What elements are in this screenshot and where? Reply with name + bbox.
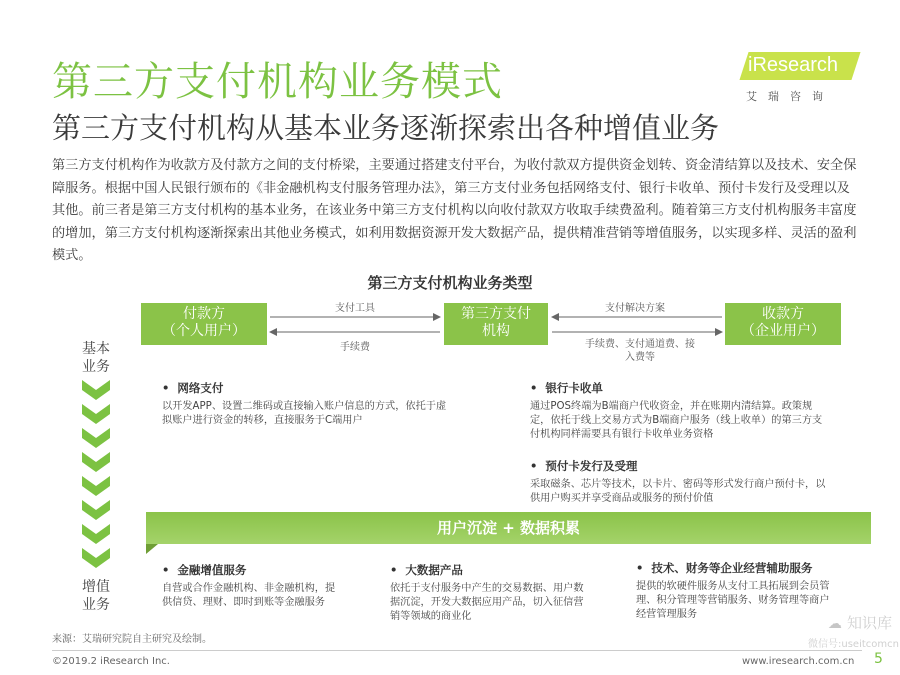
platform-name-1: 第三方支付 xyxy=(461,306,531,322)
accumulation-band: 用户沉淀 + 数据积累 xyxy=(146,512,871,544)
item-text: 自营或合作金融机构、非金融机构，提供信贷、理财、即时到账等金融服务 xyxy=(162,583,336,608)
payee-type: （企业用户） xyxy=(741,323,825,339)
label-fee-left: 手续费 xyxy=(340,342,370,353)
item-title: • 网络支付 xyxy=(162,381,224,395)
basic-item-prepaid-card xyxy=(530,458,830,506)
value-added-label: 增值业务 xyxy=(82,579,110,613)
value-item-big-data xyxy=(390,562,590,624)
item-title: • 金融增值服务 xyxy=(162,563,247,577)
watermark-id: 微信号:useitcomcn xyxy=(808,639,899,650)
logo-brand: iResearch xyxy=(748,54,839,76)
page-number: 5 xyxy=(874,651,883,667)
page-title: 第三方支付机构业务模式 xyxy=(52,59,503,105)
page-subtitle: 第三方支付机构从基本业务逐渐探索出各种增值业务 xyxy=(52,111,720,145)
item-text: 采取磁条、芯片等技术，以卡片、密码等形式发行商户预付卡，以供用户购买并享受商品或服务的预付价值 xyxy=(530,479,826,504)
payer-name: 付款方 xyxy=(183,306,225,322)
item-text: 提供的软硬件服务从支付工具拓展到会员管理、积分管理等营销服务、财务管理等商户经营管理服务 xyxy=(636,581,830,620)
payee-name: 收款方 xyxy=(762,306,804,322)
basic-business-label: 基本业务 xyxy=(82,341,110,375)
item-title-text: 预付卡发行及受理 xyxy=(545,459,638,473)
logo-cn: 艾瑞咨询 xyxy=(746,90,834,103)
item-title: • 预付卡发行及受理 xyxy=(530,459,638,473)
source-note: 来源：艾瑞研究院自主研究及绘制。 xyxy=(52,634,212,645)
label-tools: 支付工具 xyxy=(335,303,375,314)
watermark-name: 知识库 xyxy=(846,614,892,632)
value-item-enterprise-support xyxy=(636,560,836,622)
basic-item-network-payment xyxy=(162,380,452,428)
item-title-text: 技术、财务等企业经营辅助服务 xyxy=(651,561,813,575)
wechat-icon: ☁ xyxy=(827,616,842,632)
label-solution: 支付解决方案 xyxy=(605,303,665,314)
label-fee-right: 手续费、支付通道费、接入费等 xyxy=(585,339,695,363)
value-item-financial xyxy=(162,562,342,610)
intro-paragraph: 第三方支付机构作为收款方及付款方之间的支付桥梁，主要通过搭建支付平台，为收付款双方提供资金划转、资金清结算以及技术、安全保障服务。根据中国人民银行颁布的《非金融机构支付服务管理办法》，第三方支付业务包括网络支付、银行卡收单、预付卡发行及受理以及其他。前三者是第三方支付机构的基本业务，在该业务中第三方支付机构以向收付款双方收取手续费盈利。随着第三方支付机构服务丰富度的增加，第三方支付机构逐渐探索出其他业务模式，如利用数据资源开发大数据产品，提供精准营销等增值服务，以实现多样、灵活的盈利模式。 xyxy=(52,158,857,263)
item-text: 以开发APP、设置二维码或直接输入账户信息的方式，依托于虚拟账户进行资金的转移，直接服务于C端用户 xyxy=(162,401,447,426)
footer-url: www.iresearch.com.cn xyxy=(742,656,855,667)
basic-item-acquiring xyxy=(530,380,830,442)
item-title: • 大数据产品 xyxy=(390,563,463,577)
diagram-title: 第三方支付机构业务类型 xyxy=(367,274,533,292)
item-title-text: 网络支付 xyxy=(177,381,224,395)
item-title: • 银行卡收单 xyxy=(530,381,603,395)
item-title-text: 金融增值服务 xyxy=(177,563,247,577)
item-title-text: 银行卡收单 xyxy=(545,381,603,395)
item-text: 通过POS终端为B端商户代收资金，并在账期内清结算。政策规定，依托于线上交易方式为B端商户服务（线上收单）的第三方支付机构同样需要具有银行卡收单业务资格 xyxy=(530,401,823,440)
item-title-text: 大数据产品 xyxy=(405,563,463,577)
copyright: ©2019.2 iResearch Inc. xyxy=(52,656,170,667)
footer-rule xyxy=(52,650,862,651)
item-title: • 技术、财务等企业经营辅助服务 xyxy=(636,561,813,575)
item-text: 依托于支付服务中产生的交易数据、用户数据沉淀，开发大数据应用产品，切入征信营销等领域的商业化 xyxy=(390,583,584,622)
progression-chevrons xyxy=(80,378,112,578)
platform-name-2: 机构 xyxy=(482,323,510,339)
payer-type: （个人用户） xyxy=(162,323,246,339)
band-fold xyxy=(146,544,158,554)
